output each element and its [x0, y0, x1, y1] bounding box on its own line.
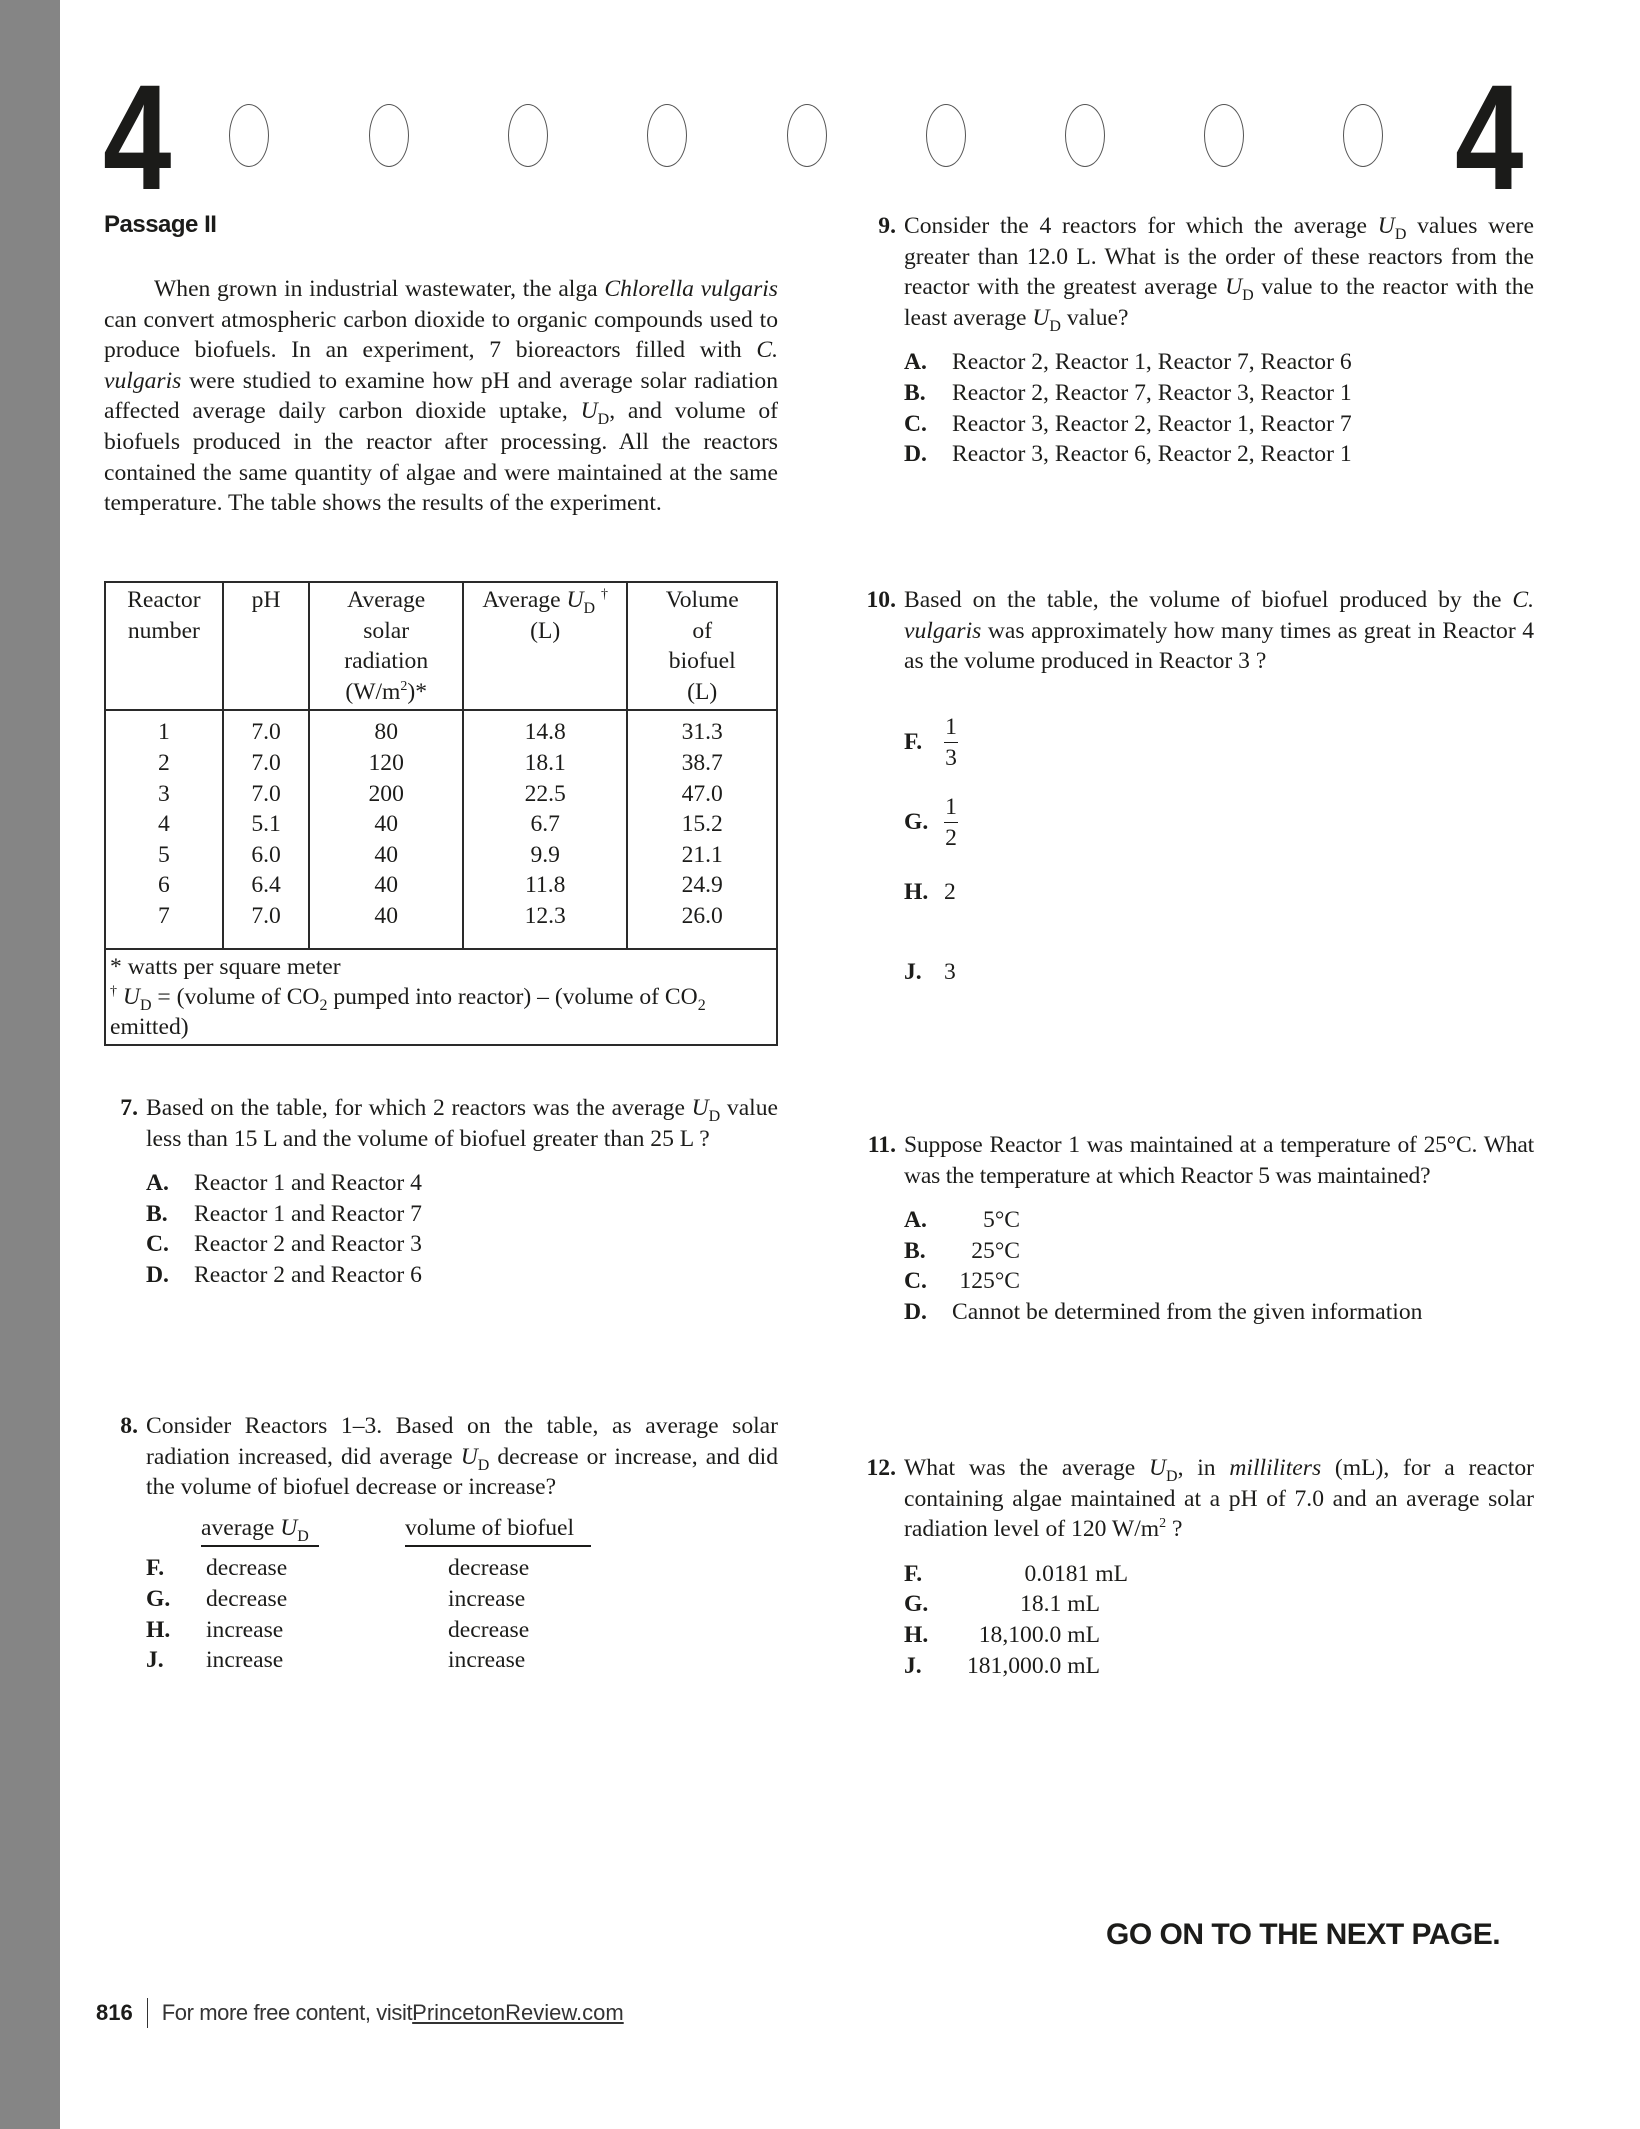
answer-option-d[interactable]: D. Reactor 3, Reactor 6, Reactor 2, Reactor 1 — [904, 441, 1352, 468]
answer-option-j[interactable]: J. increase increase — [146, 1647, 526, 1674]
cell-biofuel: 47.0 — [627, 779, 777, 810]
answer-option-b[interactable]: B. Reactor 1 and Reactor 7 — [146, 1200, 422, 1227]
question-8 — [104, 1411, 778, 1676]
answer-option-h[interactable]: H. 2 — [904, 878, 956, 905]
question-number: 12. — [866, 1455, 896, 1481]
cell-biofuel: 21.1 — [627, 840, 777, 871]
answer-oval — [1204, 104, 1244, 167]
answer-option-f[interactable]: F. decrease decrease — [146, 1555, 530, 1582]
question-number: 11. — [867, 1132, 896, 1158]
fraction: $\frac{1}{3}$ — [945, 714, 957, 772]
footnote-cell: * watts per square meter † $U_D$ = (volume of $CO_2$ pumped into reactor) – (volume of $CO_2$ emitted) — [105, 949, 777, 1045]
cell-ud: 22.5 — [463, 779, 627, 810]
answer-option-c[interactable]: C. Reactor 3, Reactor 2, Reactor 1, Reactor 7 — [904, 410, 1352, 437]
answer-oval — [369, 104, 409, 167]
answer-column-headers — [201, 1513, 778, 1548]
answer-oval — [1343, 104, 1383, 167]
cell-ud: 9.9 — [463, 840, 627, 871]
cell-reactor: 3 — [105, 779, 223, 810]
answer-oval — [787, 104, 827, 167]
cell-ph: 7.0 — [223, 710, 310, 748]
answer-option-c[interactable]: C. 125°C — [904, 1268, 1020, 1295]
table-footnotes — [105, 949, 777, 1045]
cell-radiation: 200 — [309, 779, 463, 810]
answer-option-a[interactable]: A. 5°C — [904, 1207, 1020, 1234]
question-11 — [854, 1130, 1534, 1328]
cell-reactor: 4 — [105, 809, 223, 840]
table-row — [105, 779, 777, 810]
passage-title: Passage II — [104, 211, 217, 238]
answer-oval — [508, 104, 548, 167]
answer-option-c[interactable]: C. Reactor 2 and Reactor 3 — [146, 1231, 422, 1258]
answer-option-b[interactable]: B. Reactor 2, Reactor 7, Reactor 3, Reactor 1 — [904, 379, 1352, 406]
cell-ud: 14.8 — [463, 710, 627, 748]
cell-biofuel: 24.9 — [627, 870, 777, 901]
cell-radiation: 120 — [309, 748, 463, 779]
fraction: $\frac{1}{2}$ — [945, 794, 957, 852]
go-on-notice: GO ON TO THE NEXT PAGE. — [1106, 1918, 1501, 1951]
footer-divider — [147, 1998, 148, 2028]
cell-ph: 7.0 — [223, 779, 310, 810]
question-stem: Based on the table, the volume of biofuel produced by the C. vulgaris was approximately how many times as great in Reactor 4 as the volume produced in Reactor 3 ? — [904, 587, 1534, 675]
section-number-left: 4 — [103, 53, 172, 221]
question-stem: Consider the 4 reactors for which the average $U_D$ values were greater than 12.0 L. What is the order of these reactors from the reactor with the greatest average $U_D$ value to the reactor with the least average $U_D$ value? — [904, 213, 1534, 335]
cell-reactor: 1 — [105, 710, 223, 748]
table-row — [105, 901, 777, 949]
table-header-row — [105, 582, 777, 710]
cell-ud: 11.8 — [463, 870, 627, 901]
cell-radiation: 40 — [309, 901, 463, 949]
answer-option-d[interactable]: D. Cannot be determined from the given information — [904, 1298, 1423, 1325]
cell-radiation: 80 — [309, 710, 463, 748]
answer-option-h[interactable]: H. increase decrease — [146, 1616, 530, 1643]
cell-ph: 7.0 — [223, 748, 310, 779]
table-row — [105, 748, 777, 779]
answer-option-j[interactable]: J. 3 — [904, 959, 956, 986]
answer-oval — [926, 104, 966, 167]
cell-biofuel: 31.3 — [627, 710, 777, 748]
cell-ud: 6.7 — [463, 809, 627, 840]
question-12 — [854, 1453, 1534, 1681]
cell-ph: 6.4 — [223, 870, 310, 901]
cell-ph: 6.0 — [223, 840, 310, 871]
table-row — [105, 710, 777, 748]
answer-option-f[interactable]: F. $\frac{1}{3}$ — [904, 714, 957, 772]
answer-option-a[interactable]: A. Reactor 2, Reactor 1, Reactor 7, Reactor 6 — [904, 349, 1352, 376]
question-number: 10. — [866, 587, 896, 613]
cell-reactor: 6 — [105, 870, 223, 901]
answer-oval — [647, 104, 687, 167]
cell-ph: 7.0 — [223, 901, 310, 949]
question-9 — [862, 211, 1534, 470]
question-stem: What was the average $U_D$, in milliliters (mL), for a reactor containing algae maintained at a pH of 7.0 and an average solar radiation level of 120 $W/m^2$ ? — [904, 1455, 1534, 1543]
passage-paragraph: When grown in industrial wastewater, the alga Chlorella vulgaris can convert atmospheric carbon dioxide to organic compounds used to produce biofuels. In an experiment, 7 bioreactors filled with C. vulgaris were studied to examine how pH and average solar radiation affected average daily carbon dioxide uptake, $U_D$, and volume of biofuels produced in the reactor after processing. All the reactors contained the same quantity of algae and were maintained at the same temperature. The table shows the results of the experiment. — [104, 276, 778, 517]
cell-reactor: 2 — [105, 748, 223, 779]
answer-option-g[interactable]: G. decrease increase — [146, 1585, 526, 1612]
question-stem: Suppose Reactor 1 was maintained at a temperature of 25°C. What was the temperature at which Reactor 5 was maintained? — [904, 1132, 1534, 1189]
cell-radiation: 40 — [309, 840, 463, 871]
answer-option-b[interactable]: B. 25°C — [904, 1237, 1020, 1264]
question-number: 7. — [120, 1095, 138, 1121]
answer-option-h[interactable]: H. 18,100.0 mL — [904, 1621, 1100, 1648]
question-stem: Based on the table, for which 2 reactors was the average $U_D$ value less than 15 L and the volume of biofuel greater than 25 L ? — [146, 1095, 778, 1152]
footer-text: For more free content, visit — [161, 2000, 413, 2025]
question-number: 8. — [120, 1413, 138, 1439]
cell-reactor: 5 — [105, 840, 223, 871]
answer-oval — [1065, 104, 1105, 167]
section-number-right: 4 — [1455, 53, 1524, 221]
cell-ud: 18.1 — [463, 748, 627, 779]
col-header-ph: pH — [223, 582, 310, 710]
col-header-reactor: Reactor number — [105, 582, 223, 710]
answer-option-g[interactable]: G. 18.1 mL — [904, 1591, 1100, 1618]
cell-ud: 12.3 — [463, 901, 627, 949]
question-7 — [104, 1093, 778, 1291]
cell-biofuel: 38.7 — [627, 748, 777, 779]
answer-option-a[interactable]: A. Reactor 1 and Reactor 4 — [146, 1170, 422, 1197]
cell-reactor: 7 — [105, 901, 223, 949]
answer-option-g[interactable]: G. $\frac{1}{2}$ — [904, 794, 957, 852]
cell-radiation: 40 — [309, 809, 463, 840]
answer-option-d[interactable]: D. Reactor 2 and Reactor 6 — [146, 1261, 422, 1288]
col-header-ud: Average $U_D$ † (L) — [463, 582, 627, 710]
results-table — [104, 581, 778, 1046]
page-number: 816 — [96, 2000, 133, 2025]
question-stem: Consider Reactors 1–3. Based on the table, as average solar radiation increased, did average $U_D$ decrease or increase, and did the volume of biofuel decrease or increase? — [146, 1413, 778, 1501]
question-10 — [854, 585, 1534, 988]
answer-option-j[interactable]: J. 181,000.0 mL — [904, 1652, 1100, 1679]
table-row — [105, 840, 777, 871]
question-number: 9. — [878, 213, 896, 239]
column-header-biofuel: volume of biofuel — [405, 1513, 591, 1548]
answer-oval — [229, 104, 269, 167]
cell-radiation: 40 — [309, 870, 463, 901]
table-row — [105, 870, 777, 901]
answer-option-f[interactable]: F. 0.0181 mL — [904, 1560, 1128, 1587]
page-footer — [96, 1998, 624, 2028]
col-header-radiation: Average solar radiation $(W/m^2)*$ — [309, 582, 463, 710]
col-header-biofuel: Volume of biofuel (L) — [627, 582, 777, 710]
princeton-review-link[interactable]: PrincetonReview.com — [412, 2000, 624, 2025]
column-header-ud: average $U_D$ — [201, 1513, 319, 1548]
cell-biofuel: 26.0 — [627, 901, 777, 949]
table-row — [105, 809, 777, 840]
cell-biofuel: 15.2 — [627, 809, 777, 840]
cell-ph: 5.1 — [223, 809, 310, 840]
page-edge-bar — [0, 0, 60, 2129]
